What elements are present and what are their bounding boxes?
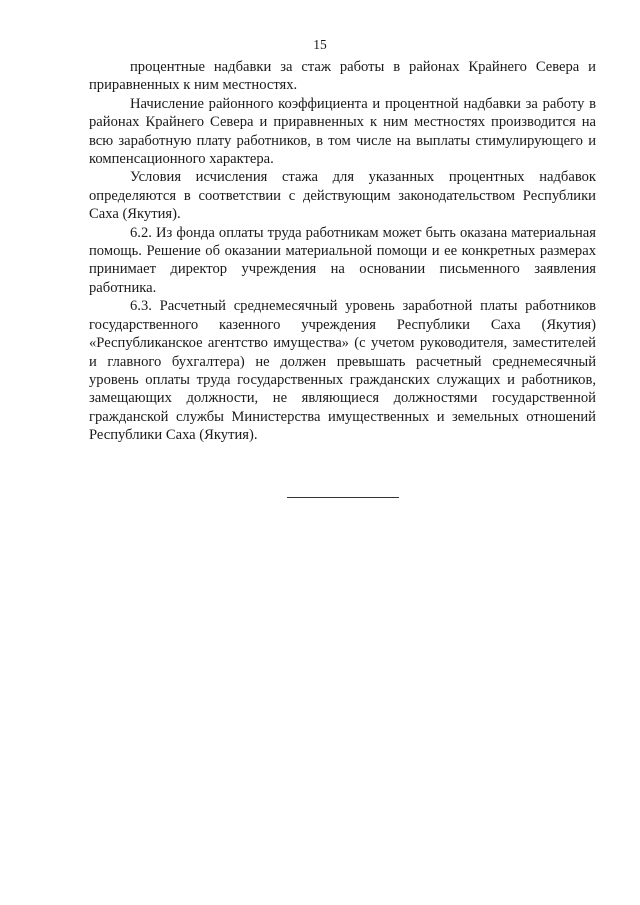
- paragraph-seniority-conditions: Условия исчисления стажа для указанных процентных надбавок определяются в соответствии с действующим законодательством Республики Саха (Якутия).: [89, 169, 596, 223]
- paragraph-northern-allowances: процентные надбавки за стаж работы в районах Крайнего Севера и приравненных к ним местностях.: [89, 59, 596, 94]
- paragraph-section-6-2: 6.2. Из фонда оплаты труда работникам может быть оказана материальная помощь. Решение об оказании материальной помощи и ее конкретных размерах принимает директор учреждения на основании письменного заявления работника.: [89, 224, 596, 296]
- paragraph-regional-coefficient: Начисление районного коэффициента и процентной надбавки за работу в районах Крайнего Севера и приравненных к ним местностях производится на всю заработную плату работников, в том числе на выплаты стимулирующего и компенсационного характера.: [89, 95, 596, 168]
- page-number: 15: [313, 37, 327, 52]
- end-separator-line: [287, 497, 399, 498]
- document-body: [89, 58, 596, 445]
- paragraph-section-6-3: 6.3. Расчетный среднемесячный уровень заработной платы работников государственного казенного учреждения Республики Саха (Якутия) «Республиканское агентство имущества» (с учетом руководителя, заместителей и главного бухгалтера) не должен превышать расчетный среднемесячный уровень оплаты труда государственных гражданских служащих и работников, замещающих должности, не являющиеся должностями государственной гражданской службы Министерства имущественных и земельных отношений Республики Саха (Якутия).: [89, 298, 596, 444]
